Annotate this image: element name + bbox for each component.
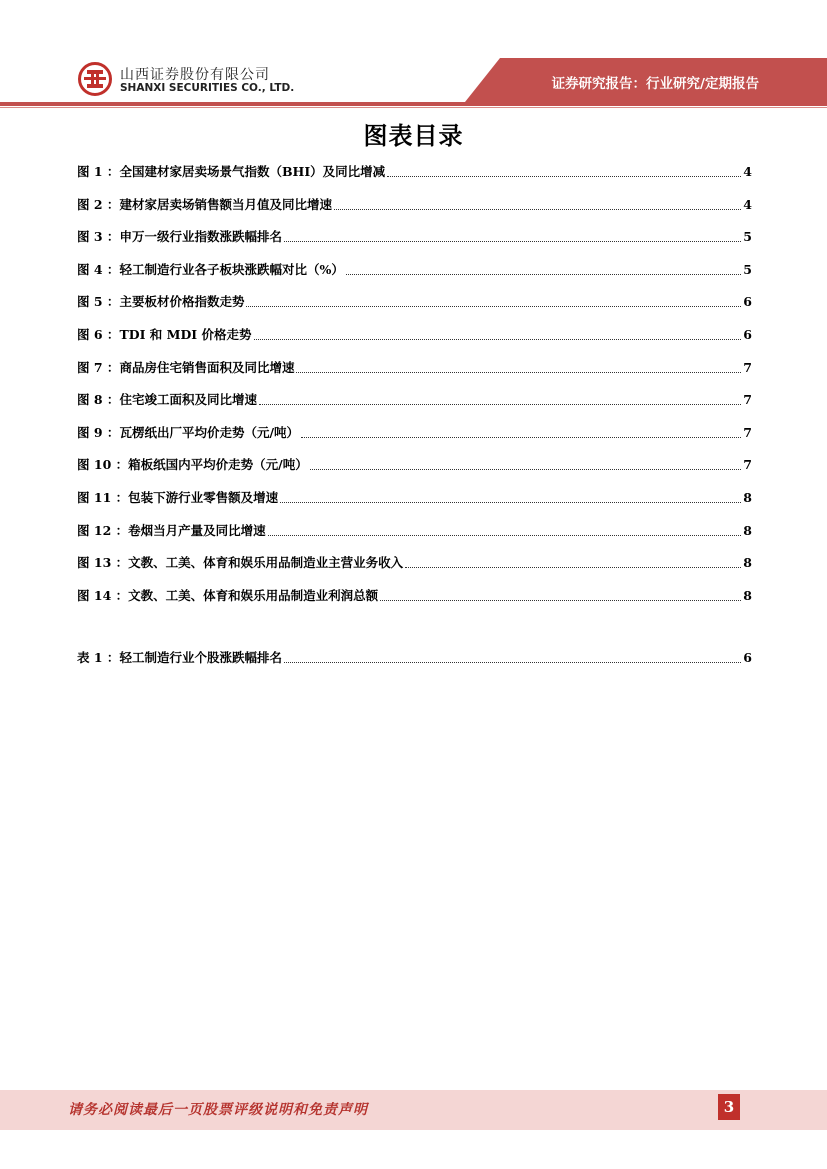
toc-figure-entry[interactable]: 图 2 ： 建材家居卖场销售额当月值及同比增速 4: [77, 196, 752, 212]
toc-entry-number: 6: [93, 327, 103, 342]
toc-entry-page: 8: [743, 555, 752, 571]
toc-entry-title: 包装下游行业零售额及增速: [128, 490, 279, 505]
page-header: [0, 0, 827, 110]
toc-entry-page: 7: [743, 424, 752, 440]
toc-entry-page: 7: [743, 392, 752, 408]
toc-entry-title: 主要板材价格指数走势: [119, 294, 245, 310]
toc-figure-entry[interactable]: 图 14 ： 文教、工美、体育和娱乐用品制造业利润总额 8: [77, 587, 752, 603]
toc-dot-leader: [380, 600, 741, 601]
toc-entry-prefix: 图: [77, 555, 90, 571]
toc-entry-prefix: 图: [77, 261, 90, 277]
toc-entry-title: TDI 和 MDI 价格走势: [119, 327, 252, 342]
company-name-cn: 山西证券股份有限公司: [120, 67, 270, 83]
toc-dot-leader: [254, 339, 742, 340]
toc-entry-page: 8: [743, 490, 752, 505]
toc-entry-number: 9: [93, 424, 103, 440]
toc-entry-page: 7: [743, 359, 752, 375]
toc-title: 图表目录: [363, 121, 464, 150]
toc-dot-leader: [296, 372, 741, 373]
toc-dot-leader: [280, 502, 741, 503]
toc-figure-entry[interactable]: 图 5 ： 主要板材价格指数走势 6: [77, 294, 752, 310]
toc-figure-entry[interactable]: 图 10 ： 箱板纸国内平均价走势（元/吨） 7: [77, 457, 752, 473]
toc-entry-title: 文教、工美、体育和娱乐用品制造业利润总额: [128, 587, 379, 603]
toc-entry-prefix: 图: [77, 327, 90, 342]
toc-dot-leader: [387, 176, 741, 177]
toc-entry-prefix: 图: [77, 587, 90, 603]
toc-dot-leader: [259, 404, 741, 405]
toc-figure-entry[interactable]: 图 11 ： 包装下游行业零售额及增速 8: [77, 490, 752, 505]
toc-entry-prefix: 图: [77, 457, 90, 473]
toc-entry-page: 4: [743, 164, 752, 179]
toc-figure-entry[interactable]: 图 9 ： 瓦楞纸出厂平均价走势（元/吨） 7: [77, 424, 752, 440]
toc-entry-page: 8: [743, 587, 752, 603]
toc-entry-title: 轻工制造行业各子板块涨跌幅对比（%）: [119, 261, 344, 277]
toc-entry-number: 12: [93, 522, 112, 538]
toc-figure-entry[interactable]: 图 7 ： 商品房住宅销售面积及同比增速 7: [77, 359, 752, 375]
toc-entry-page: 4: [743, 196, 752, 212]
toc-entry-prefix: 图: [77, 229, 90, 245]
toc-entry-title: 建材家居卖场销售额当月值及同比增速: [119, 196, 332, 212]
shanxi-securities-logo-icon: [78, 62, 112, 96]
toc-figure-entry[interactable]: 图 1 ： 全国建材家居卖场景气指数（BHI）及同比增减 4: [77, 164, 752, 179]
toc-entry-number: 14: [93, 587, 112, 603]
toc-entry-page: 6: [743, 650, 752, 665]
toc-entry-page: 6: [743, 327, 752, 342]
toc-entry-number: 7: [93, 359, 103, 375]
toc-entry-number: 1: [93, 650, 103, 665]
toc-dot-leader: [268, 535, 742, 536]
toc-dot-leader: [346, 274, 741, 275]
toc-entry-title: 卷烟当月产量及同比增速: [128, 522, 266, 538]
toc-entry-page: 5: [743, 229, 752, 245]
report-type: 证券研究报告：行业研究/定期报告: [551, 76, 759, 92]
toc-entry-title: 文教、工美、体育和娱乐用品制造业主营业务收入: [128, 555, 404, 571]
toc-entry-number: 1: [93, 164, 103, 179]
toc-entry-page: 6: [743, 294, 752, 310]
toc-figure-entry[interactable]: 图 8 ： 住宅竣工面积及同比增速 7: [77, 392, 752, 408]
toc-entry-prefix: 图: [77, 522, 90, 538]
toc-entry-prefix: 图: [77, 196, 90, 212]
toc-entry-prefix: 图: [77, 392, 90, 408]
toc-entry-number: 8: [93, 392, 103, 408]
toc-entry-prefix: 图: [77, 359, 90, 375]
toc-entry-number: 13: [93, 555, 112, 571]
toc-entry-number: 5: [93, 294, 103, 310]
toc-entry-title: 申万一级行业指数涨跌幅排名: [119, 229, 282, 245]
toc-table-entry[interactable]: 表 1 ： 轻工制造行业个股涨跌幅排名 6: [77, 650, 752, 665]
toc-entry-title: 全国建材家居卖场景气指数（BHI）及同比增减: [119, 164, 386, 179]
toc-figure-entry[interactable]: 图 3 ： 申万一级行业指数涨跌幅排名 5: [77, 229, 752, 245]
toc-entry-number: 10: [93, 457, 112, 473]
toc-dot-leader: [301, 437, 741, 438]
toc-figure-entry[interactable]: 图 4 ： 轻工制造行业各子板块涨跌幅对比（%） 5: [77, 261, 752, 277]
toc-dot-leader: [284, 241, 741, 242]
toc-entry-number: 11: [93, 490, 112, 505]
toc-figure-entry[interactable]: 图 13 ： 文教、工美、体育和娱乐用品制造业主营业务收入 8: [77, 555, 752, 571]
toc-entry-page: 7: [743, 457, 752, 473]
toc-dot-leader: [334, 209, 741, 210]
toc-entry-number: 2: [93, 196, 103, 212]
toc-entry-number: 4: [93, 261, 103, 277]
toc-dot-leader: [405, 567, 741, 568]
toc-entry-title: 商品房住宅销售面积及同比增速: [119, 359, 295, 375]
toc-entry-title: 瓦楞纸出厂平均价走势（元/吨）: [119, 424, 300, 440]
toc-dot-leader: [284, 662, 741, 663]
toc-dot-leader: [246, 306, 741, 307]
header-divider: [0, 102, 827, 106]
toc-entry-prefix: 图: [77, 424, 90, 440]
toc-dot-leader: [310, 469, 742, 470]
header-divider-thin: [0, 107, 827, 108]
page-number-badge: 3: [718, 1094, 740, 1120]
toc-entry-title: 住宅竣工面积及同比增速: [119, 392, 257, 408]
toc-entry-number: 3: [93, 229, 103, 245]
toc-figure-entry[interactable]: 图 12 ： 卷烟当月产量及同比增速 8: [77, 522, 752, 538]
toc-entry-page: 5: [743, 261, 752, 277]
toc-entry-prefix: 图: [77, 164, 90, 179]
toc-entry-prefix: 表: [77, 650, 90, 665]
toc-entry-title: 箱板纸国内平均价走势（元/吨）: [128, 457, 308, 473]
toc-figure-entry[interactable]: 图 6 ： TDI 和 MDI 价格走势 6: [77, 327, 752, 342]
toc-entry-prefix: 图: [77, 490, 90, 505]
toc-entry-prefix: 图: [77, 294, 90, 310]
toc-entry-page: 8: [743, 522, 752, 538]
toc-entry-title: 轻工制造行业个股涨跌幅排名: [119, 650, 282, 665]
company-name-en: SHANXI SECURITIES CO., LTD.: [120, 82, 295, 94]
footer-disclaimer: 请务必阅读最后一页股票评级说明和免责声明: [68, 1102, 368, 1118]
